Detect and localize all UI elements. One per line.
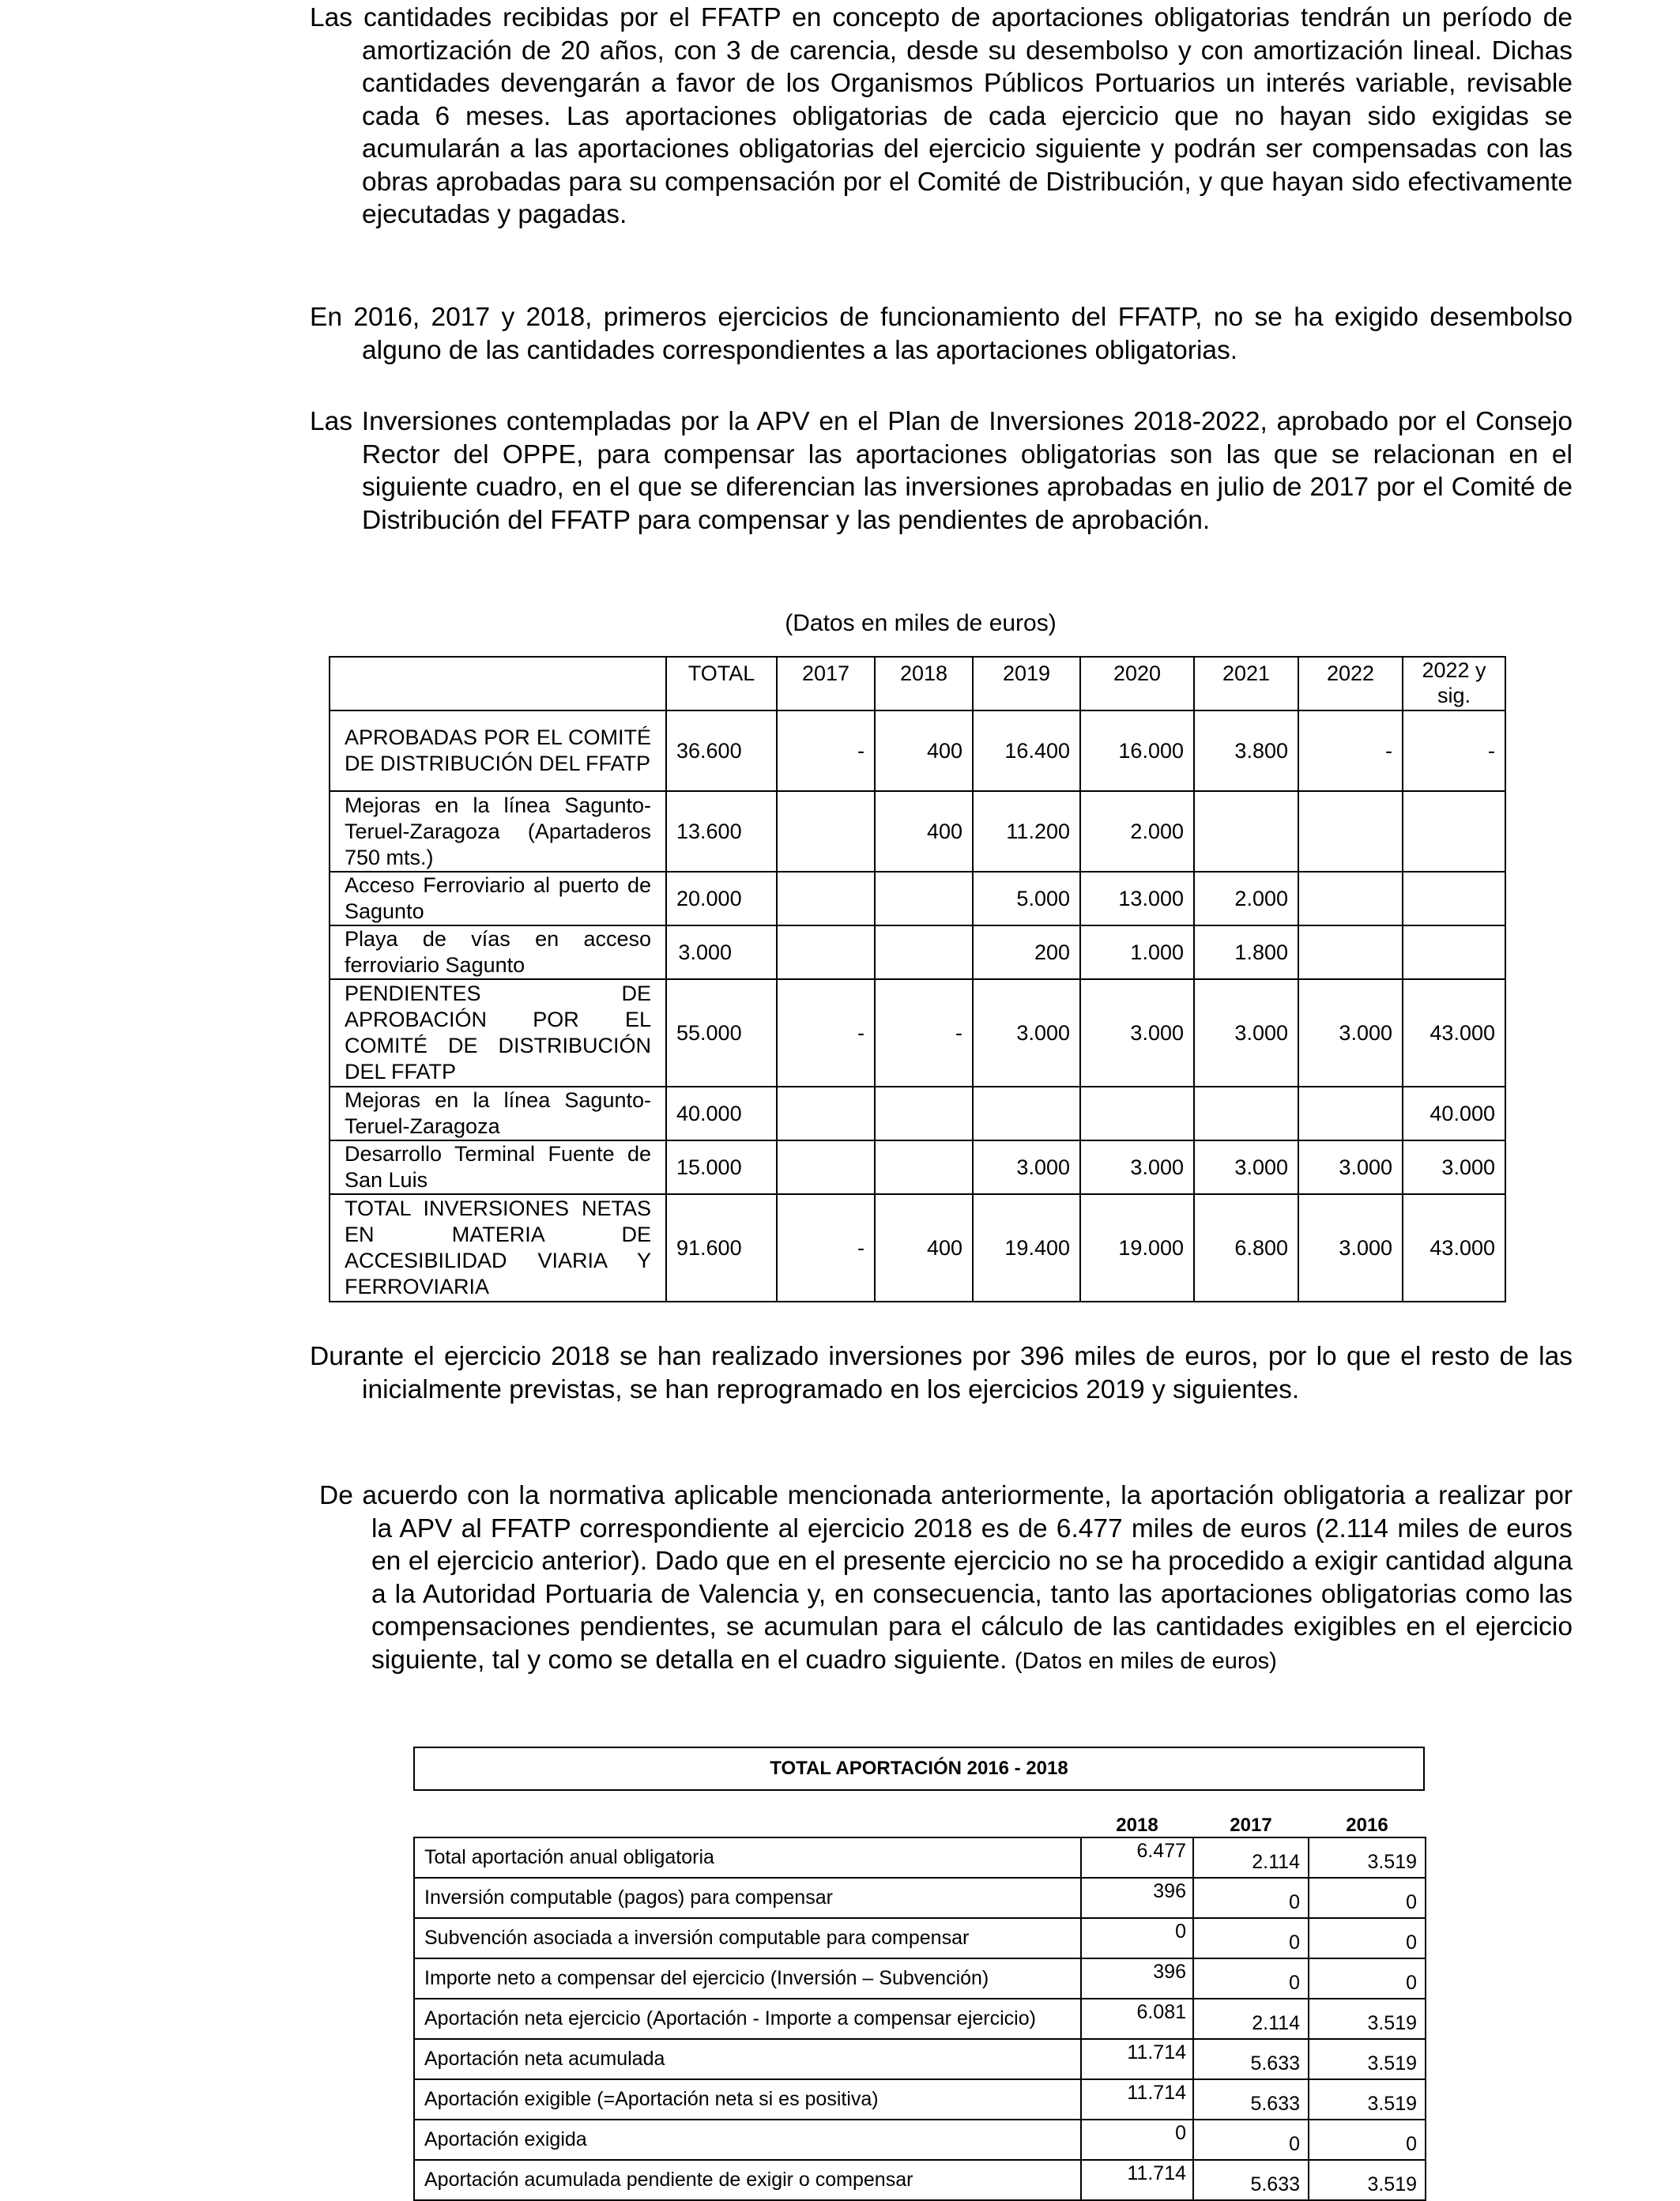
paragraph-investments-plan: Las Inversiones contempladas por la APV en el Plan de Inversiones 2018-2022, aprobado por el Consejo Rector del OPPE, para compensar las aportaciones obligatorias son las que se relacionan en el siguiente cuadro, en el que se diferencian las inversiones aprobadas en julio de 2017 por el Comité de Distribución del FFATP para compensar y las pendientes de aprobación.: [310, 407, 1573, 535]
table2-cell: 5.633: [1193, 2039, 1309, 2079]
table1-header: 2018: [875, 657, 973, 710]
table1-header: 2017: [777, 657, 875, 710]
table1-cell: [973, 1087, 1080, 1140]
table2-cell: 3.519: [1309, 1999, 1426, 2039]
table1-row: [330, 925, 1505, 979]
table2-row: [414, 1918, 1426, 1958]
paragraph-mandatory-contribution-text: De acuerdo con la normativa aplicable mencionada anteriormente, la aportación obligatoria a realizar por la APV al FFATP correspondiente al ejercicio 2018 es de 6.477 miles de euros (2.114 miles de euros en el ejercicio anterior). Dado que en el presente ejercicio no se ha procedido a exigir cantidad alguna a la Autoridad Portuaria de Valencia y, en consecuencia, tanto las aportaciones obligatorias como las compensaciones pendientes, se acumulan para el cálculo de las cantidades exigibles en el ejercicio siguiente, tal y como se detalla en el cuadro siguiente.: [319, 1481, 1573, 1675]
table2-header: 2018: [1116, 1815, 1158, 1836]
table1-header: TOTAL: [666, 657, 777, 710]
table2-row: [414, 1999, 1426, 2039]
table1-cell: 40.000: [1403, 1087, 1505, 1140]
table1-cell: [777, 872, 875, 925]
table1-row-label: PENDIENTES DE APROBACIÓN POR EL COMITÉ DE DISTRIBUCIÓN DEL FFATP: [330, 979, 666, 1087]
table1-cell: 400: [875, 1194, 973, 1302]
investments-table: [329, 656, 1506, 1302]
table2-cell: 3.519: [1309, 2160, 1426, 2200]
table1-cell: [875, 925, 973, 979]
table1-cell: 16.400: [973, 710, 1080, 791]
table1-cell: 3.000: [1403, 1140, 1505, 1194]
table1-cell: 3.000: [1080, 979, 1194, 1087]
table1-cell: 91.600: [666, 1194, 777, 1302]
table1-header: 2020: [1080, 657, 1194, 710]
table1-cell: 3.800: [1194, 710, 1298, 791]
table2-cell: 3.519: [1309, 1837, 1426, 1878]
table1-cell: [777, 791, 875, 872]
table2-cell: 3.519: [1309, 2039, 1426, 2079]
table1-cell: 55.000: [666, 979, 777, 1087]
table2-cell: 0: [1193, 1958, 1309, 1999]
table1-cell: [1194, 791, 1298, 872]
table2-row-label: Total aportación anual obligatoria: [414, 1837, 1081, 1878]
table1-cell: [1403, 791, 1505, 872]
table2-row: [414, 2160, 1426, 2200]
table1-row-label: Acceso Ferroviario al puerto de Sagunto: [330, 872, 666, 925]
table1-row-label: TOTAL INVERSIONES NETAS EN MATERIA DE ACCESIBILIDAD VIARIA Y FERROVIARIA: [330, 1194, 666, 1302]
table2-row: [414, 1837, 1426, 1878]
table2-header: 2017: [1230, 1815, 1272, 1836]
table1-cell: [1080, 1087, 1194, 1140]
table2-cell: 0: [1193, 2120, 1309, 2160]
table1-row-label: Mejoras en la línea Sagunto-Teruel-Zaragoza (Apartaderos 750 mts.): [330, 791, 666, 872]
table1-cell: [1194, 1087, 1298, 1140]
table2-row: [414, 2039, 1426, 2079]
table1-row-label: Playa de vías en acceso ferroviario Sagunto: [330, 925, 666, 979]
table1-cell: 3.000: [1194, 1140, 1298, 1194]
table1-cell: 43.000: [1403, 979, 1505, 1087]
table1-cell: [777, 1140, 875, 1194]
table2-cell: 6.081: [1081, 1999, 1193, 2039]
table1-cell: 6.800: [1194, 1194, 1298, 1302]
table1-row-label: Mejoras en la línea Sagunto-Teruel-Zaragoza: [330, 1087, 666, 1140]
table2-title: TOTAL APORTACIÓN 2016 - 2018: [413, 1747, 1425, 1791]
table2-row-label: Aportación neta acumulada: [414, 2039, 1081, 2079]
table1-cell: [1403, 925, 1505, 979]
table1-cell: 40.000: [666, 1087, 777, 1140]
table2-cell: 0: [1309, 1878, 1426, 1918]
paragraph-no-disbursement: En 2016, 2017 y 2018, primeros ejercicios de funcionamiento del FFATP, no se ha exigido desembolso alguno de las cantidades correspondientes a las aportaciones obligatorias.: [310, 303, 1573, 365]
table2-cell: 396: [1081, 1958, 1193, 1999]
table1-cell: 3.000: [1194, 979, 1298, 1087]
table1-cell: 3.000: [1298, 1194, 1403, 1302]
table1-cell: 3.000: [1298, 1140, 1403, 1194]
table1-row: [330, 1087, 1505, 1140]
table2-cell: 5.633: [1193, 2079, 1309, 2120]
paragraph-investments-2018: Durante el ejercicio 2018 se han realizado inversiones por 396 miles de euros, por lo que el resto de las inicialmente previstas, se han reprogramado en los ejercicios 2019 y siguientes.: [310, 1342, 1573, 1404]
table1-header-blank: [330, 657, 666, 710]
table1-cell: 1.800: [1194, 925, 1298, 979]
units-note: (Datos en miles de euros): [1014, 1648, 1277, 1674]
table1-header: 2022: [1298, 657, 1403, 710]
table1-cell: -: [777, 1194, 875, 1302]
table1-cell: 400: [875, 791, 973, 872]
table2-cell: 0: [1309, 1958, 1426, 1999]
table1-row: [330, 710, 1505, 791]
table1-cell: 3.000: [1080, 1140, 1194, 1194]
table2-row: [414, 1878, 1426, 1918]
table2-cell: 11.714: [1081, 2039, 1193, 2079]
table2-cell: 5.633: [1193, 2160, 1309, 2200]
table2-cell: 0: [1309, 2120, 1426, 2160]
table2-row-label: Aportación exigible (=Aportación neta si es positiva): [414, 2079, 1081, 2120]
table1-cell: -: [777, 710, 875, 791]
table2-cell: 0: [1309, 1918, 1426, 1958]
table1-cell: [1403, 872, 1505, 925]
table2-row: [414, 2079, 1426, 2120]
table2-cell: 3.519: [1309, 2079, 1426, 2120]
table1-cell: -: [1298, 710, 1403, 791]
table2-cell: 396: [1081, 1878, 1193, 1918]
table2-row-label: Subvención asociada a inversión computable para compensar: [414, 1918, 1081, 1958]
table1-cell: [875, 1087, 973, 1140]
table1-cell: 43.000: [1403, 1194, 1505, 1302]
table2-cell: 6.477: [1081, 1837, 1193, 1878]
table2-row-label: Aportación exigida: [414, 2120, 1081, 2160]
table2-cell: 2.114: [1193, 1999, 1309, 2039]
table2-header-blank: [414, 1810, 1081, 1837]
table1-cell: 36.600: [666, 710, 777, 791]
table1-row-label: APROBADAS POR EL COMITÉ DE DISTRIBUCIÓN DEL FFATP: [330, 710, 666, 791]
table1-cell: [1298, 925, 1403, 979]
table1-cell: 15.000: [666, 1140, 777, 1194]
paragraph-amortization: Las cantidades recibidas por el FFATP en concepto de aportaciones obligatorias tendrán un período de amortización de 20 años, con 3 de carencia, desde su desembolso y con amortización lineal. Dichas cantidades devengarán a favor de los Organismos Públicos Portuarios un interés variable, revisable cada 6 meses. Las aportaciones obligatorias de cada ejercicio que no hayan sido exigidas se acumularán a las aportaciones obligatorias del ejercicio siguiente y podrán ser compensadas con las obras aprobadas para su compensación por el Comité de Distribución, y que hayan sido efectivamente ejecutadas y pagadas.: [310, 3, 1573, 229]
table1-row: [330, 1140, 1505, 1194]
table1-cell: 11.200: [973, 791, 1080, 872]
table1-cell: 200: [973, 925, 1080, 979]
table1-cell: 3.000: [1298, 979, 1403, 1087]
table1-cell: 19.400: [973, 1194, 1080, 1302]
table1-row: [330, 791, 1505, 872]
table2-cell: 0: [1193, 1878, 1309, 1918]
table2-row: [414, 1958, 1426, 1999]
table1-cell: 13.600: [666, 791, 777, 872]
table1-header-row: [330, 657, 1505, 710]
table2-header-row: [414, 1810, 1426, 1837]
table1-cell: 3.000: [973, 1140, 1080, 1194]
table1-cell: 3.000: [973, 979, 1080, 1087]
table1-cell: [777, 925, 875, 979]
table1-cell: 5.000: [973, 872, 1080, 925]
table2-cell: 2.114: [1193, 1837, 1309, 1878]
table1-cell: -: [875, 979, 973, 1087]
table1-cell: 13.000: [1080, 872, 1194, 925]
table1-cell: [1298, 872, 1403, 925]
table1-header: 2022 y sig.: [1403, 657, 1505, 710]
table1-header: 2021: [1194, 657, 1298, 710]
table2-cell: 0: [1081, 2120, 1193, 2160]
table2-row: [414, 2120, 1426, 2160]
table1-row-label: Desarrollo Terminal Fuente de San Luis: [330, 1140, 666, 1194]
table2-row-label: Importe neto a compensar del ejercicio (Inversión – Subvención): [414, 1958, 1081, 1999]
table2-cell: 11.714: [1081, 2160, 1193, 2200]
table1-cell: 16.000: [1080, 710, 1194, 791]
table1-row: [330, 979, 1505, 1087]
table1-cell: 2.000: [1194, 872, 1298, 925]
table1-cell: 3.000: [666, 925, 777, 979]
table1-cell: 1.000: [1080, 925, 1194, 979]
table1-cell: 2.000: [1080, 791, 1194, 872]
table1-caption: (Datos en miles de euros): [785, 610, 1057, 636]
table2-row-label: Inversión computable (pagos) para compensar: [414, 1878, 1081, 1918]
table1-cell: [777, 1087, 875, 1140]
table2-cell: 11.714: [1081, 2079, 1193, 2120]
table2-row-label: Aportación neta ejercicio (Aportación - Importe a compensar ejercicio): [414, 1999, 1081, 2039]
table2-header: 2016: [1346, 1815, 1388, 1836]
contributions-table: [413, 1810, 1426, 2201]
table1-header: 2019: [973, 657, 1080, 710]
table1-cell: -: [1403, 710, 1505, 791]
table2-cell: 0: [1081, 1918, 1193, 1958]
table1-cell: 20.000: [666, 872, 777, 925]
table1-cell: [1298, 791, 1403, 872]
table1-cell: 400: [875, 710, 973, 791]
table2-cell: 0: [1193, 1918, 1309, 1958]
table1-row: [330, 872, 1505, 925]
table1-row: [330, 1194, 1505, 1302]
table1-cell: -: [777, 979, 875, 1087]
paragraph-mandatory-contribution: [319, 1479, 1573, 1678]
table1-cell: 19.000: [1080, 1194, 1194, 1302]
table2-row-label: Aportación acumulada pendiente de exigir o compensar: [414, 2160, 1081, 2200]
table1-cell: [1298, 1087, 1403, 1140]
table1-cell: [875, 1140, 973, 1194]
table1-cell: [875, 872, 973, 925]
